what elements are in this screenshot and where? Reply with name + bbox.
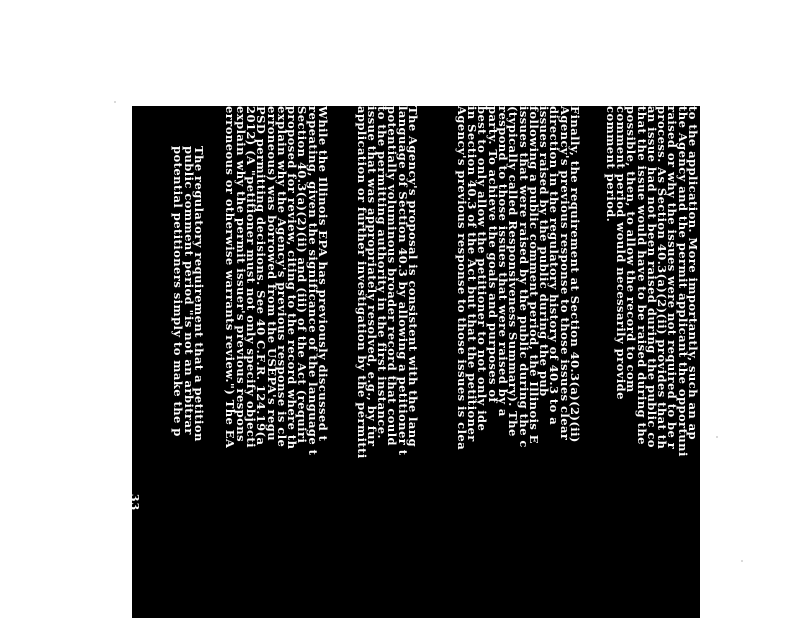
- page-number: 33: [128, 493, 142, 512]
- text-line: issues that were raised by the public during the c: [516, 106, 531, 448]
- text-line: potential petitioners simply to make the p: [171, 146, 186, 437]
- text-line: erroneous or otherwise warrants review.") The EA: [223, 106, 238, 449]
- text-line: repeating, given the significance of the language t: [305, 106, 320, 456]
- text-line: direction in the regulatory history of 40.3 to a: [547, 106, 562, 426]
- paragraph-4: [225, 106, 328, 455]
- text-line: Section 40.3(a)(2)(ii) and (iii) of the Act (requiri: [295, 106, 310, 444]
- text-line: While the Illinois EPA has previously discussed t: [316, 106, 330, 442]
- text-line: Finally, the requirement at Section 40.3(a)(2)(ii): [568, 106, 582, 443]
- text-line: Agency's previous response to those issues is clea: [454, 106, 469, 451]
- rotated-page-content: [132, 106, 700, 618]
- text-line: to the application. More importantly, such an ap: [686, 106, 700, 441]
- paragraph-1: [605, 106, 698, 457]
- text-line: comment period would necessarily provide: [613, 106, 628, 400]
- scan-speck: [114, 101, 116, 103]
- text-line: explain why the Agency's previous response is cle: [274, 106, 289, 448]
- scan-speck: [741, 560, 743, 562]
- text-line: to the permitting authority in the first instance.: [375, 106, 390, 439]
- text-line: party. To achieve the goals and purposes of: [485, 106, 500, 403]
- text-line: respond to those issues that were raised by a: [495, 106, 510, 417]
- text-line: The regulatory requirement that a petition: [192, 146, 206, 442]
- text-line: The Agency's proposal is consistent with the lang: [406, 106, 420, 448]
- text-line: proposed for review, citing to the record where th: [285, 106, 300, 450]
- paragraph-2: [456, 106, 580, 450]
- text-line: issues raised by the public during the pub: [537, 106, 552, 397]
- text-line: public comment period "is not an arbitrar: [181, 146, 196, 435]
- text-line: an issue had not been raised during the public co: [644, 106, 659, 448]
- text-line: (typically called Responsiveness Summary). The: [506, 106, 521, 437]
- text-line: 2012) (A "petitioner must not only specify objecti: [243, 106, 258, 448]
- text-line: the Agency and the permit applicant the opportuni: [675, 106, 690, 457]
- text-line: following a public comment period, the Illinois E: [526, 106, 541, 445]
- text-line: possible, then, to allow the record to com: [624, 106, 639, 393]
- text-line: comment period.: [603, 106, 618, 223]
- scan-speck: [716, 436, 718, 438]
- text-line: language of Section 40.3 by allowing a petitioner t: [395, 106, 410, 456]
- text-line: that the issue would have to be raised during the: [634, 106, 649, 445]
- text-line: issue that was appropriately resolved, e.g., by fur: [364, 106, 379, 447]
- paragraph-3: [356, 106, 418, 459]
- text-line: best to only allow the petitioner to not only ide: [475, 106, 490, 432]
- text-line: raised or why the issues were not required to be r: [665, 106, 680, 450]
- text-line: PSD permitting decisions. See 40 C.F.R. 124.19(a: [254, 106, 269, 446]
- text-line: in Section 40.3 of the Act but that the petitioner: [465, 106, 480, 442]
- text-line: potentially voluminous broader record that could: [385, 106, 400, 447]
- scanned-page: [132, 106, 700, 618]
- paragraph-5: [173, 146, 204, 442]
- text-line: Agency's previous response to those issues clear: [557, 106, 572, 441]
- text-line: process. As Section 40.3(a)(2)(ii) provides that th: [655, 106, 670, 450]
- text-line: application or further investigation by the permitti: [354, 106, 369, 459]
- text-line: erroneous) was borrowed from the USEPA's regu: [264, 106, 279, 442]
- text-line: explain why the permit issuer's previous respons: [233, 106, 248, 443]
